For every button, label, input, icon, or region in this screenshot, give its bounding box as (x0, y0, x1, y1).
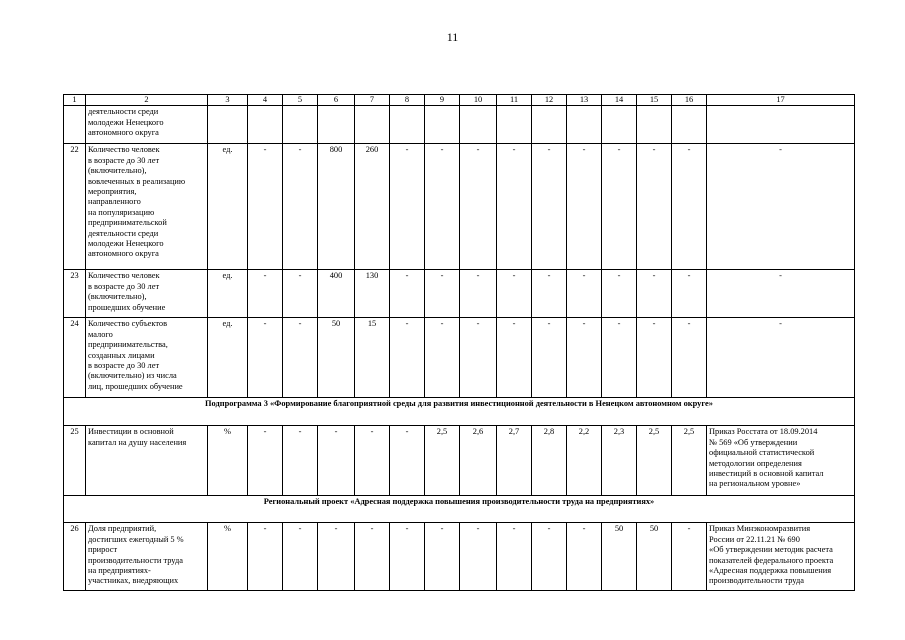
table-cell: - (355, 523, 390, 591)
table-cell: ед. (208, 144, 248, 270)
indicator-name: Доля предприятий, достигших ежегодный 5 % прирост производительности труда на предприятиях- участниках, внедряющих (86, 523, 208, 591)
column-header: 4 (248, 95, 283, 106)
table-cell: 2,6 (460, 426, 497, 496)
row-number: 24 (64, 318, 86, 398)
table-cell: - (390, 426, 425, 496)
table-cell: - (283, 270, 318, 318)
source-note: - (707, 270, 855, 318)
indicator-name: деятельности среди молодежи Ненецкого автономного округа (86, 106, 208, 144)
table-cell: - (248, 270, 283, 318)
table-cell: - (497, 523, 532, 591)
section-row (64, 496, 855, 523)
table-cell: - (390, 144, 425, 270)
table-cell: 50 (318, 318, 355, 398)
table-cell: - (567, 318, 602, 398)
table-cell: - (497, 318, 532, 398)
table-cell: 2,3 (602, 426, 637, 496)
table-cell: - (248, 523, 283, 591)
table-cell (390, 106, 425, 144)
table-cell: - (602, 270, 637, 318)
table-cell: ед. (208, 318, 248, 398)
table-cell: - (390, 523, 425, 591)
table-cell (460, 106, 497, 144)
table-cell: - (355, 426, 390, 496)
table-cell: - (567, 144, 602, 270)
section-title: Подпрограмма 3 «Формирование благоприятной среды для развития инвестиционной деятельности в Ненецком автономном округе» (64, 398, 855, 426)
column-header: 8 (390, 95, 425, 106)
source-note: - (707, 318, 855, 398)
table-cell: - (497, 270, 532, 318)
table-cell: 260 (355, 144, 390, 270)
table-cell: 400 (318, 270, 355, 318)
table-cell: - (532, 523, 567, 591)
table-cell: - (532, 144, 567, 270)
table-cell: - (497, 144, 532, 270)
row-number: 23 (64, 270, 86, 318)
table-cell: - (532, 318, 567, 398)
table-cell: - (460, 144, 497, 270)
table-row (64, 318, 855, 398)
table-cell: - (248, 318, 283, 398)
table-cell: - (460, 270, 497, 318)
table-cell (567, 106, 602, 144)
row-number: 25 (64, 426, 86, 496)
table-cell: % (208, 523, 248, 591)
indicator-name: Количество человек в возрасте до 30 лет (включительно), прошедших обучение (86, 270, 208, 318)
table-cell: - (425, 144, 460, 270)
table-cell: - (425, 523, 460, 591)
column-header: 7 (355, 95, 390, 106)
source-note: Приказ Минэкономразвития России от 22.11.21 № 690 «Об утверждении методик расчета показателей федерального проекта «Адресная поддержка повышения производительности труда (707, 523, 855, 591)
column-header: 15 (637, 95, 672, 106)
table-cell (425, 106, 460, 144)
table-cell (672, 106, 707, 144)
indicators-table (63, 94, 855, 591)
table-cell: - (425, 270, 460, 318)
table-cell: % (208, 426, 248, 496)
column-header: 13 (567, 95, 602, 106)
table-row (64, 106, 855, 144)
column-header: 2 (86, 95, 208, 106)
column-header: 5 (283, 95, 318, 106)
table-cell: 2,7 (497, 426, 532, 496)
table-body (64, 95, 855, 591)
section-title: Региональный проект «Адресная поддержка повышения производительности труда на предприятиях» (64, 496, 855, 523)
table-cell: - (672, 523, 707, 591)
table-cell: 2,5 (672, 426, 707, 496)
table-cell (637, 106, 672, 144)
table-cell (318, 106, 355, 144)
table-cell (602, 106, 637, 144)
table-cell (248, 106, 283, 144)
table-cell: - (283, 426, 318, 496)
indicator-name: Инвестиции в основной капитал на душу населения (86, 426, 208, 496)
table-cell: 15 (355, 318, 390, 398)
table-cell: 2,2 (567, 426, 602, 496)
table-cell: - (532, 270, 567, 318)
section-row (64, 398, 855, 426)
table-cell: - (283, 523, 318, 591)
column-header: 11 (497, 95, 532, 106)
table-cell: ед. (208, 270, 248, 318)
table-cell (497, 106, 532, 144)
table-cell (355, 106, 390, 144)
table-cell: - (567, 523, 602, 591)
source-note: Приказ Росстата от 18.09.2014 № 569 «Об утверждении официальной статистической методологии определения инвестиций в основной капитал на региональном уровне» (707, 426, 855, 496)
column-header: 14 (602, 95, 637, 106)
indicator-name: Количество человек в возрасте до 30 лет (включительно), вовлеченных в реализацию мероприятия, направленного на популяризацию предпринимательской деятельности среди молодежи Ненецкого автономного округа (86, 144, 208, 270)
table-cell: - (672, 144, 707, 270)
indicator-name: Количество субъектов малого предпринимательства, созданных лицами в возрасте до 30 лет (включительно) из числа лиц, прошедших обучение (86, 318, 208, 398)
column-number-row (64, 95, 855, 106)
page-number: 11 (446, 30, 459, 44)
table-cell: - (637, 270, 672, 318)
table-cell: - (248, 144, 283, 270)
row-number: 26 (64, 523, 86, 591)
table-cell: - (318, 426, 355, 496)
source-note: - (707, 144, 855, 270)
column-header: 10 (460, 95, 497, 106)
table-cell (283, 106, 318, 144)
column-header: 16 (672, 95, 707, 106)
table-cell: 50 (637, 523, 672, 591)
table-cell: - (248, 426, 283, 496)
row-number (64, 106, 86, 144)
table-cell: - (390, 270, 425, 318)
table-cell: - (390, 318, 425, 398)
table-row (64, 144, 855, 270)
column-header: 9 (425, 95, 460, 106)
table-cell: - (602, 144, 637, 270)
column-header: 17 (707, 95, 855, 106)
table-cell: - (672, 318, 707, 398)
table-cell: - (567, 270, 602, 318)
table-cell: 2,8 (532, 426, 567, 496)
table-cell: - (460, 318, 497, 398)
table-cell: 800 (318, 144, 355, 270)
table-cell: - (425, 318, 460, 398)
table-cell (532, 106, 567, 144)
source-note (707, 106, 855, 144)
table-cell: - (602, 318, 637, 398)
table-cell (208, 106, 248, 144)
table-cell: 50 (602, 523, 637, 591)
column-header: 3 (208, 95, 248, 106)
table-cell: - (318, 523, 355, 591)
table-cell: 130 (355, 270, 390, 318)
table-cell: 2,5 (425, 426, 460, 496)
column-header: 12 (532, 95, 567, 106)
column-header: 6 (318, 95, 355, 106)
table-cell: - (672, 270, 707, 318)
table-row (64, 426, 855, 496)
table-row (64, 523, 855, 591)
table-cell: 2,5 (637, 426, 672, 496)
table-cell: - (283, 318, 318, 398)
table-row (64, 270, 855, 318)
table-cell: - (283, 144, 318, 270)
table-cell: - (637, 144, 672, 270)
column-header: 1 (64, 95, 86, 106)
row-number: 22 (64, 144, 86, 270)
table-cell: - (637, 318, 672, 398)
table-cell: - (460, 523, 497, 591)
